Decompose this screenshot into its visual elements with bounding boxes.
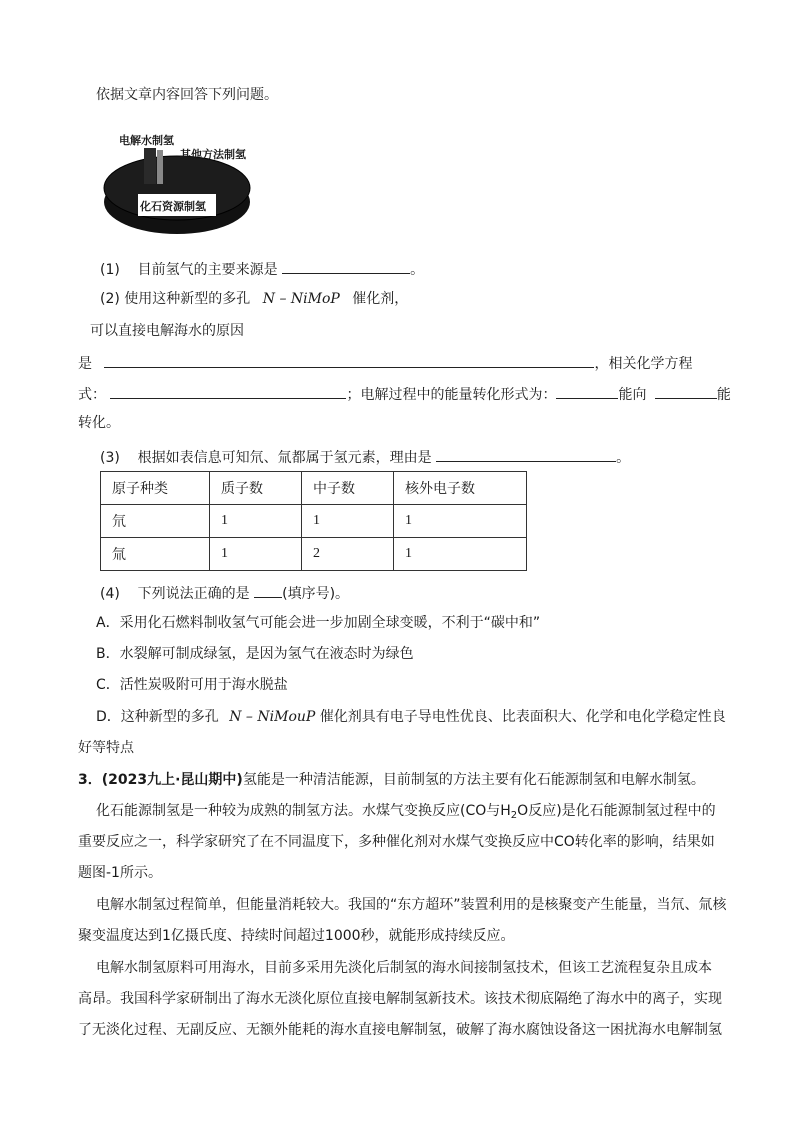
q2-prefix: (2)	[100, 291, 120, 307]
q2-line4-end: 能	[716, 387, 731, 403]
q1-text: 目前氢气的主要来源是	[137, 262, 278, 278]
q4-option-d-a: D．这种新型的多孔	[96, 709, 219, 725]
q2-line4-mid: ；电解过程中的能量转化形式为：	[346, 387, 557, 403]
table-header-row	[101, 472, 527, 505]
q4-option-d-b: 催化剂具有电子导电性优良、比表面积大、化学和电化学稳定性良	[319, 709, 726, 725]
table-cell: 1	[394, 538, 527, 571]
q5-p1-l1a: 化石能源制氢是一种较为成熟的制氢方法。水煤气变换反应(CO与H	[96, 803, 511, 819]
pie-label-electrolysis: 电解水制氢	[119, 134, 174, 147]
q2-line4-start: 式：	[78, 387, 106, 403]
table-cell: 氚	[101, 538, 210, 571]
q4-option-d	[96, 708, 726, 726]
question-1	[100, 259, 424, 279]
pie-figure	[100, 126, 270, 236]
q5-p1-l2: 重要反应之一，科学家研究了在不同温度下，多种催化剂对水煤气变换反应中CO转化率的影响，结果如	[78, 834, 715, 850]
pie-slice-other	[157, 150, 163, 184]
q4-option-d-catalyst: N – NiMouP	[229, 709, 316, 725]
intro-text: 依据文章内容回答下列问题。	[96, 87, 278, 103]
q2-line5: 转化。	[78, 415, 120, 431]
table-row	[101, 505, 527, 538]
q1-prefix: (1)	[100, 262, 120, 278]
q5-p1-l3: 题图-1所示。	[78, 865, 162, 881]
q5-source: (2023九上·昆山期中)	[101, 772, 243, 788]
question-3-article	[78, 771, 705, 789]
q2-text-b: 催化剂，	[352, 291, 409, 307]
q3-text: 根据如表信息可知氘、氚都属于氢元素，理由是	[137, 450, 432, 466]
q4-option-a: A．采用化石燃料制收氢气可能会进一步加剧全球变暖，不利于“碳中和”	[96, 615, 541, 631]
question-4	[100, 583, 349, 603]
q2-line3-start: 是	[78, 356, 92, 372]
q3-end: 。	[616, 450, 631, 466]
q5-intro: 氢能是一种清洁能源，目前制氢的方法主要有化石能源制氢和电解水制氢。	[242, 772, 705, 788]
pie-label-fossil: 化石资源制氢	[140, 200, 206, 213]
q5-p1-l1b: O反应)是化石能源制氢过程中的	[517, 803, 716, 819]
table-header-cell: 原子种类	[101, 472, 210, 505]
table-cell: 1	[302, 505, 394, 538]
table-header-cell: 核外电子数	[394, 472, 527, 505]
q2-line3-end: ，相关化学方程	[594, 356, 693, 372]
q4-option-c: C．活性炭吸附可用于海水脱盐	[96, 677, 288, 693]
q4-text: 下列说法正确的是	[137, 586, 250, 602]
q2-text-a: 使用这种新型的多孔	[124, 291, 251, 307]
pie-label-other: 其他方法制氢	[180, 148, 246, 161]
q2-energy-to-blank[interactable]	[655, 384, 717, 399]
q5-p3-l1: 电解水制氢原料可用海水，目前多采用先淡化后制氢的海水间接制氢技术，但该工艺流程复杂且成本	[96, 960, 712, 976]
q2-line4	[78, 384, 731, 404]
table-cell: 1	[210, 538, 302, 571]
q2-reason-blank[interactable]	[104, 353, 594, 368]
table-cell: 1	[210, 505, 302, 538]
question-2	[100, 290, 408, 308]
isotope-table	[100, 471, 527, 571]
table-header-cell: 中子数	[302, 472, 394, 505]
q5-p1-l1	[96, 802, 716, 825]
q2-equation-blank[interactable]	[110, 384, 346, 399]
q3-prefix: (3)	[100, 450, 120, 466]
q5-p1-sub: 2	[510, 810, 518, 821]
q2-catalyst: N – NiMoP	[262, 291, 340, 307]
q4-option-b: B．水裂解可制成绿氢，是因为氢气在液态时为绿色	[96, 646, 414, 662]
q4-prefix: (4)	[100, 586, 120, 602]
q5-p2-l2: 聚变温度达到1亿摄氏度、持续时间超过1000秒，就能形成持续反应。	[78, 928, 515, 944]
q4-option-d-line2: 好等特点	[78, 740, 134, 756]
pie-slice-electrolysis	[144, 148, 156, 184]
q2-line2: 可以直接电解海水的原因	[90, 323, 244, 339]
table-row	[101, 538, 527, 571]
table-header-cell: 质子数	[210, 472, 302, 505]
question-3	[100, 447, 630, 467]
q2-energy-from-blank[interactable]	[556, 384, 618, 399]
table-cell: 2	[302, 538, 394, 571]
q5-number: 3．	[78, 772, 102, 788]
q1-answer-blank[interactable]	[282, 259, 410, 274]
q4-answer-blank[interactable]	[254, 583, 282, 598]
q1-end: 。	[410, 262, 425, 278]
q5-p2-l1: 电解水制氢过程简单，但能量消耗较大。我国的“东方超环”装置利用的是核聚变产生能量，当氘、氚核	[96, 897, 727, 913]
q2-line4-mid2: 能向	[618, 387, 647, 403]
q5-p3-l2: 高昂。我国科学家研制出了海水无淡化原位直接电解制氢新技术。该技术彻底隔绝了海水中的离子，实现	[78, 991, 722, 1007]
table-cell: 1	[394, 505, 527, 538]
q3-answer-blank[interactable]	[436, 447, 616, 462]
q5-p3-l3: 了无淡化过程、无副反应、无额外能耗的海水直接电解制氢，破解了海水腐蚀设备这一困扰海水电解制氢	[78, 1022, 722, 1038]
q2-line3	[78, 353, 692, 373]
q4-end: (填序号)。	[282, 586, 350, 602]
table-cell: 氘	[101, 505, 210, 538]
